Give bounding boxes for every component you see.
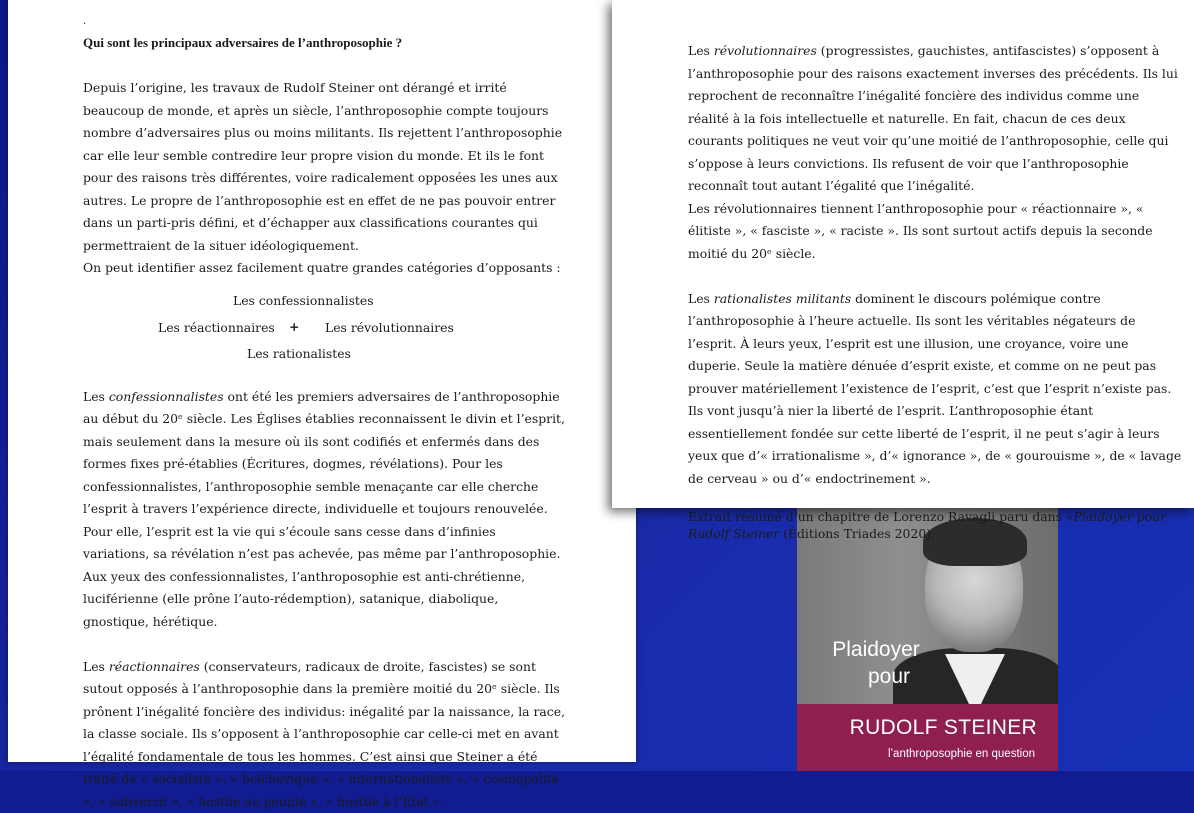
category-revolutionnaires: Les révolutionnaires — [325, 317, 454, 340]
term-rationalistes: rationalistes militants — [714, 291, 851, 306]
cover-subtitle: l’anthroposophie en question — [797, 748, 1035, 760]
plus-sign: + — [289, 316, 299, 339]
rationalistes-paragraph: Les rationalistes militants dominent le discours polémique contre l’anthroposophie à l’heure actuelle. Ils sont les véritables négateurs de l’esprit. À leurs yeux, l’esprit est une illusion, une croyance, voire une duperie. Seule la matière dénuée d’esprit existe, et comme on ne peut pas prouver matériellement l’existence de l’esprit, c’est que l’esprit n’existe pas. Ils vont jusqu’à nier la liberté de l’esprit. L’anthroposophie étant essentiellement fondée sur cette liberté de l’esprit, il ne peut s’agir à leurs yeux que d’« irrationalisme », d’« ignorance », de « gourouisme », de « lavage de cerveau » ou d’« endoctrinement ». — [688, 288, 1182, 491]
cover-title: Plaidoyer pour — [821, 636, 931, 690]
term-confessionnalistes: confessionnalistes — [109, 389, 224, 404]
categories-diagram — [83, 280, 565, 368]
intro-paragraph: Depuis l’origine, les travaux de Rudolf Steiner ont dérangé et irrité beaucoup de monde, et après un siècle, l’anthroposophie compte toujours nombre d’adversaires plus ou moins militants. Ils rejettent l’anthroposophie car elle leur semble contredire leur propre vision du monde. Et ils le font pour des raisons très différentes, voire radicalement opposées les unes aux autres. Le propre de l’anthroposophie est en effet de ne pas pouvoir entrer dans un parti-pris défini, et d’échapper aux classifications courantes qui permettraient de la situer idéologiquement. — [83, 77, 565, 257]
category-reactionnaires: Les réactionnaires — [158, 317, 275, 340]
category-confessionnalistes: Les confessionnalistes — [233, 290, 374, 313]
article-heading: Qui sont les principaux adversaires de l’anthroposophie ? — [83, 32, 565, 55]
term-revolutionnaires: révolutionnaires — [714, 43, 817, 58]
revolutionnaires-followup: Les révolutionnaires tiennent l’anthroposophie pour « réactionnaire », « élitiste », « fasciste », « raciste ». Ils sont surtout actifs depuis la seconde moitié du 20ᵉ siècle. — [688, 198, 1182, 266]
book-cover-image — [797, 508, 1058, 771]
left-page-text — [83, 12, 565, 813]
confessionnalistes-paragraph: Les confessionnalistes ont été les premiers adversaires de l’anthroposophie au début du 20ᵉ siècle. Les Églises établies reconnaissent le divin et l’esprit, mais seulement dans la mesure où ils sont codifiés et enfermés dans des formes fixes pré-établies (Écritures, dogmes, révélations). Pour les confessionnalistes, l’anthroposophie semble menaçante car elle cherche l’esprit à travers l’expérience directe, individuelle et toujours renouvelée. Pour elle, l’esprit est la vie qui s’écoule sans cesse dans d’infinies variations, sa révélation n’est pas achevée, pas même par l’anthroposophie. — [83, 386, 565, 566]
source-citation: Extrait résumé d’un chapitre de Lorenzo Ravagli paru dans «Plaidoyer pour Rudolf Steiner (Éditions Triades 2020). — [688, 508, 1182, 542]
right-page-text — [688, 40, 1182, 542]
stray-dot: . — [83, 12, 565, 32]
category-rationalistes: Les rationalistes — [247, 343, 351, 366]
categories-intro: On peut identifier assez facilement quatre grandes catégories d’opposants : — [83, 257, 565, 280]
term-reactionnaires: réactionnaires — [109, 659, 200, 674]
cover-author: RUDOLF STEINER — [797, 716, 1037, 740]
revolutionnaires-paragraph: Les révolutionnaires (progressistes, gauchistes, antifascistes) s’opposent à l’anthroposophie pour des raisons exactement inverses des précédents. Ils lui reprochent de reconnaître l’inégalité foncière des individus comme une réalité à la fois intellectuelle et naturelle. En fait, chacun de ces deux courants politiques ne veut voir qu’une moitié de l’anthroposophie, celle qui s’oppose à leurs convictions. Ils refusent de voir que l’anthroposophie reconnaît tout autant l’égalité que l’inégalité. — [688, 40, 1182, 198]
reactionnaires-paragraph: Les réactionnaires (conservateurs, radicaux de droite, fascistes) se sont sutout opposés à l’anthroposophie dans la première moitié du 20ᵉ siècle. Ils prônent l’inégalité foncière des individus: inégalité par la naissance, la race, la classe sociale. Ils s’opposent à l’anthroposophie car celle-ci met en avant l’égalité fondamentale de tous les hommes. C’est ainsi que Steiner a été traité de « socialiste », « bolchevique », « internationaliste », « cosmopolite », « subversif », « hostile au peuple », « hostile à l’État ». — [83, 656, 565, 813]
source-book-title: Plaidoyer pour Rudolf Steiner — [688, 509, 1166, 541]
right-document-page — [612, 0, 1194, 508]
confessionnalistes-followup: Aux yeux des confessionnalistes, l’anthroposophie est anti-chrétienne, luciférienne (elle prône l’auto-rédemption), satanique, diabolique, gnostique, hérétique. — [83, 566, 565, 634]
left-document-page — [8, 0, 636, 762]
